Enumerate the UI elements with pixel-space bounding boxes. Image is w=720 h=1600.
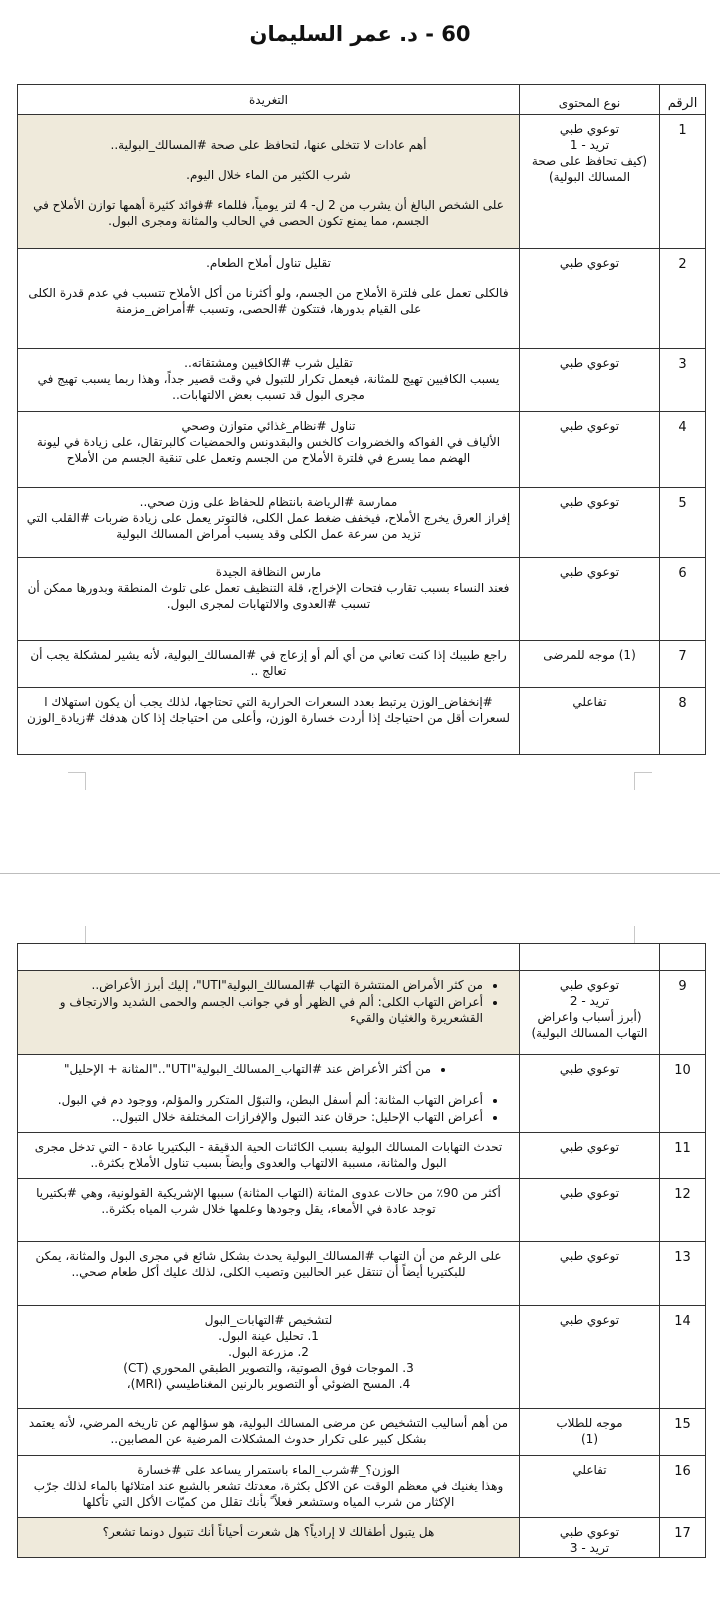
- row-tweet: على الرغم من أن التهاب #المسالك_البولية يحدث بشكل شائع في مجرى البول والمثانة، يمكن للبكتيريا أيضاً أن تنتقل عبر الحالبين وتصيب الكلى، لذلك عليك أكل طعام صحي..: [18, 1242, 520, 1306]
- numbered-list: [26, 1328, 511, 1392]
- type-line: توعوي طبي: [559, 122, 620, 136]
- row-number: 16: [660, 1456, 706, 1518]
- row-tweet: من أهم أساليب التشخيص عن مرضى المسالك البولية، هو سؤالهم عن تاريخه المرضي، لأنه يعتمد بشكل كبير على تكرار حدوث المشكلات المرضية عن المصابين..: [18, 1409, 520, 1456]
- list-item: 3. الموجات فوق الصوتية، والتصوير الطبقي المحوري (CT): [123, 1361, 414, 1375]
- row-tweet: أكثر من 90٪ من حالات عدوى المثانة (التهاب المثانة) سببها الإشريكية القولونية، وهي #بكتيريا توجد عادة في الأمعاء، يقل وجودها وعلمها خلال شرب المياه بكثرة..: [18, 1179, 520, 1242]
- type-line: (أبرز أسباب واعراض التهاب المسالك البولية): [531, 1010, 648, 1040]
- row-content-type: توعوي طبي: [520, 412, 660, 488]
- table-row: [18, 115, 706, 249]
- row-number: 17: [660, 1518, 706, 1558]
- row-number: 3: [660, 349, 706, 412]
- row-tweet: [18, 1456, 520, 1518]
- list-item: • أعراض التهاب المثانة: ألم أسفل البطن، والتبوّل المتكرر والمؤلم، ووجود دم في البول.: [26, 1092, 483, 1108]
- tweet-line: الوزن؟_#شرب_الماء باستمرار يساعد على #خسارة: [137, 1463, 400, 1477]
- row-number: 9: [660, 971, 706, 1055]
- table-row: [18, 249, 706, 349]
- table-row: [18, 971, 706, 1055]
- row-number: 14: [660, 1306, 706, 1409]
- row-number: 15: [660, 1409, 706, 1456]
- table-row: [18, 1456, 706, 1518]
- row-content-type: توعوي طبي: [520, 249, 660, 349]
- table-row: [18, 1055, 706, 1133]
- table-row: [18, 1409, 706, 1456]
- row-content-type: [520, 971, 660, 1055]
- tweet-line: أهم عادات لا تتخلى عنها، لتحافظ على صحة #المسالك_البولية..: [110, 138, 427, 152]
- table-row: [18, 349, 706, 412]
- tweet-line: على الشخص البالغ أن يشرب من 2 ل- 4 لتر يومياً، فللماء #فوائد كثيرة أهمها توازن الأملاح في الجسم، مما يمنع تكون الحصى في الحالب والمثانة ومجرى البول.: [33, 198, 504, 228]
- table-empty-row: [18, 944, 706, 971]
- row-number: 6: [660, 558, 706, 641]
- row-content-type: توعوي طبي: [520, 1055, 660, 1133]
- row-tweet: [18, 349, 520, 412]
- page-corner-mark: [634, 926, 652, 944]
- type-line: توعوي طبي: [559, 978, 620, 992]
- row-number: 11: [660, 1133, 706, 1179]
- row-number: 5: [660, 488, 706, 558]
- row-number: 8: [660, 688, 706, 755]
- row-tweet: راجع طبيبك إذا كنت تعاني من أي ألم أو إزعاج في #المسالك_البولية، لأنه يشير لمشكلة يجب أن تعالج ..: [18, 641, 520, 688]
- row-tweet: [18, 971, 520, 1055]
- list-item: • من كثر الأمراض المنتشرة التهاب #المسالك_البولية"UTI"، إليك أبرز الأعراض..: [26, 977, 483, 993]
- list-item: 2. مزرعة البول.: [228, 1345, 309, 1359]
- tweet-line: يسبب الكافيين تهيج للمثانة، فيعمل تكرار للتبول في وقت قصير جداً، وهذا ربما يسبب تهيج في مجرى البول قد تسبب بعض الالتهابات..: [37, 372, 500, 402]
- type-line: (كيف تحافظ على صحة المسالك البولية): [531, 154, 648, 184]
- row-tweet: [18, 488, 520, 558]
- table-row: [18, 1179, 706, 1242]
- row-number: 7: [660, 641, 706, 688]
- tweet-line: مارس النظافة الجيدة: [215, 565, 322, 579]
- row-tweet: [18, 412, 520, 488]
- row-tweet: [18, 558, 520, 641]
- header-number: الرقم: [660, 85, 706, 115]
- row-number: 13: [660, 1242, 706, 1306]
- row-content-type: [520, 1409, 660, 1456]
- type-line: تريد - 3: [569, 1541, 610, 1555]
- row-number: 4: [660, 412, 706, 488]
- row-content-type: (1) موجه للمرضى: [520, 641, 660, 688]
- list-item: 4. المسح الضوئي أو التصوير بالرنين المغناطيسي (MRI)،: [126, 1377, 411, 1391]
- row-content-type: توعوي طبي: [520, 1242, 660, 1306]
- tweet-line: وهذا يغنيك في معظم الوقت عن الاكل بكثرة، معدتك تشعر بالشبع عند امتلائها بالماء لذلك جرّب الإكثار من شرب المياه وستشعر فعلاً ً بأنك تقلل من كميّات الأكل التي تأكلها: [33, 1479, 504, 1509]
- table-row: [18, 1133, 706, 1179]
- table-header-row: [18, 85, 706, 115]
- tweet-line: فعند النساء بسبب تقارب فتحات الإخراج، قلة التنظيف تعمل على تلوث المنطقة وبدورها ممكن أن تسبب #العدوى والالتهابات لمجرى البول.: [27, 581, 510, 611]
- table-row: [18, 1518, 706, 1558]
- tweets-table-2: [17, 943, 706, 1558]
- type-line: توعوي طبي: [559, 1525, 620, 1539]
- row-content-type: توعوي طبي: [520, 1133, 660, 1179]
- row-number: 1: [660, 115, 706, 249]
- table-row: [18, 688, 706, 755]
- bullet-list: [26, 1061, 511, 1077]
- row-tweet: [18, 249, 520, 349]
- page-corner-mark: [634, 772, 652, 790]
- row-tweet: هل يتبول أطفالك لا إرادياً؟ هل شعرت أحياناً أنك تتبول دونما تشعر؟: [18, 1518, 520, 1558]
- row-content-type: توعوي طبي: [520, 558, 660, 641]
- row-content-type: توعوي طبي: [520, 1179, 660, 1242]
- type-line: (1): [580, 1432, 598, 1446]
- type-line: موجه للطلاب: [556, 1416, 623, 1430]
- row-content-type: توعوي طبي: [520, 349, 660, 412]
- page-corner-mark: [68, 926, 86, 944]
- tweet-line: إفراز العرق يخرج الأملاح، فيخفف ضغط عمل الكلى، فالتوتر يعمل على زيادة ضربات #القلب التي تزيد من سرعة عمل الكلى وقد يسبب أمراض المسالك البولية: [26, 511, 511, 541]
- row-tweet: [18, 1306, 520, 1409]
- row-content-type: توعوي طبي: [520, 1306, 660, 1409]
- row-content-type: تفاعلي: [520, 688, 660, 755]
- header-content-type: نوع المحتوى: [520, 85, 660, 115]
- tweet-line: تناول #نظام_غذائي متوازن وصحي: [181, 419, 356, 433]
- row-tweet: #إنخفاض_الوزن يرتبط بعدد السعرات الحرارية التي تحتاجها، لذلك يجب أن يكون استهلاك ا لسعرات أقل من احتياجك إذا أردت خسارة الوزن، وأعلى من احتياجك إذا كان هدفك #زيادة_الوزن: [18, 688, 520, 755]
- row-tweet: [18, 115, 520, 249]
- type-line: تريد - 2: [569, 994, 610, 1008]
- row-number: 12: [660, 1179, 706, 1242]
- table-row: [18, 558, 706, 641]
- table-row: [18, 641, 706, 688]
- tweet-line: الألياف في الفواكه والخضروات كالخس والبقدونس والحمضيات كالبرتقال، على زيادة في ليونة الهضم مما يسرع في فلترة الأملاح من الجسم وتعمل على تنقية الجسم من الأملاح: [36, 435, 501, 465]
- tweet-line: تقليل تناول أملاح الطعام.: [206, 256, 331, 270]
- tweet-line: شرب الكثير من الماء خلال اليوم.: [186, 168, 351, 182]
- page-corner-mark: [68, 772, 86, 790]
- table-row: [18, 412, 706, 488]
- list-item: • من أكثر الأعراض عند #التهاب_المسالك_البولية"UTI".."المثانة + الإحليل": [26, 1061, 431, 1077]
- tweet-line: فالكلى تعمل على فلترة الأملاح من الجسم، ولو أكثرنا من أكل الأملاح تتسبب في عدم قدرة الكلى على القيام بدورها، فتتكون #الحصى، وتسبب #أمراض_مزمنة: [28, 286, 509, 316]
- header-tweet: التغريدة: [18, 85, 520, 115]
- bullet-list: [26, 1092, 511, 1125]
- page-title: 60 - د. عمر السليمان: [249, 22, 471, 46]
- row-tweet: تحدث التهابات المسالك البولية بسبب الكائنات الحية الدقيقة - البكتيريا عادة - التي تدخل مجرى البول والمثانة، مسببة الالتهاب والعدوى وأيضاً بسبب تناول الأملاح بكثرة..: [18, 1133, 520, 1179]
- row-number: 2: [660, 249, 706, 349]
- table-row: [18, 1242, 706, 1306]
- row-content-type: توعوي طبي: [520, 488, 660, 558]
- bullet-list: [26, 977, 511, 1026]
- row-content-type: تفاعلي: [520, 1456, 660, 1518]
- list-heading: لتشخيص #التهابات_البول: [204, 1313, 333, 1327]
- list-item: 1. تحليل عينة البول.: [218, 1329, 319, 1343]
- row-content-type: [520, 1518, 660, 1558]
- tweet-line: ممارسة #الرياضة بانتظام للحفاظ على وزن صحي..: [139, 495, 398, 509]
- type-line: تريد - 1: [569, 138, 610, 152]
- tweets-table-1: [17, 84, 706, 755]
- table-row: [18, 1306, 706, 1409]
- table-row: [18, 488, 706, 558]
- row-content-type: [520, 115, 660, 249]
- row-tweet: [18, 1055, 520, 1133]
- list-item: • أعراض التهاب الإحليل: حرقان عند التبول والإفرازات المختلفة خلال التبول..: [26, 1109, 483, 1125]
- list-item: • أعراض التهاب الكلى: ألم في الظهر أو في جوانب الجسم والحمى الشديد والارتجاف و القشعريرة والغثيان والقيء: [26, 994, 483, 1026]
- tweet-line: تقليل شرب #الكافيين ومشتقاته..: [184, 356, 353, 370]
- row-number: 10: [660, 1055, 706, 1133]
